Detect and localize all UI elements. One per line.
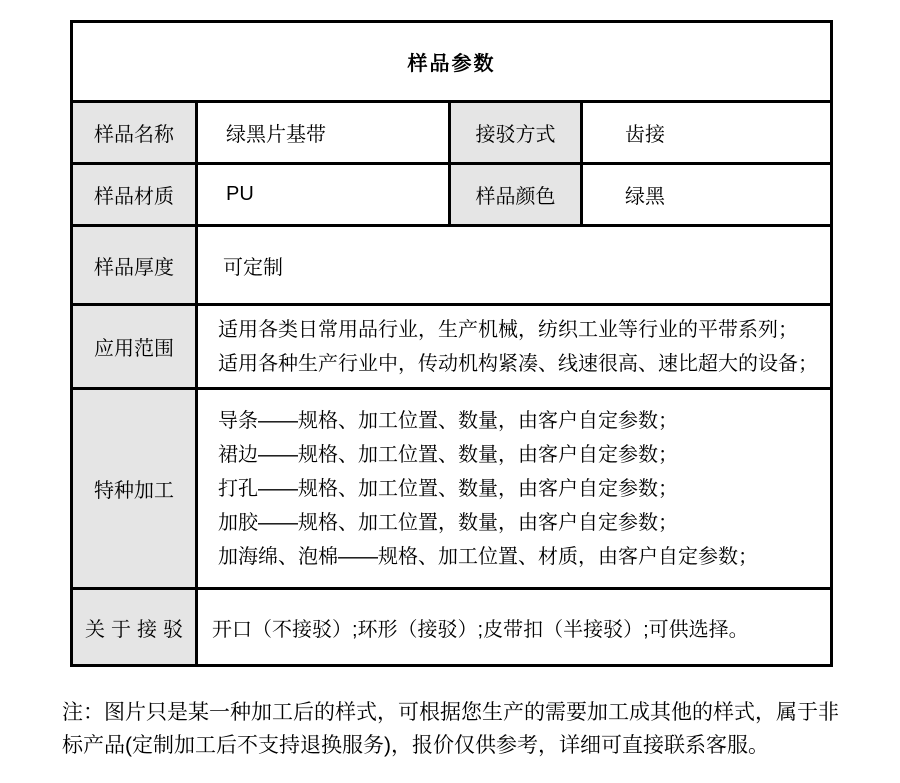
sample-color-label: 样品颜色 [450, 164, 582, 226]
sample-name-label: 样品名称 [72, 102, 197, 164]
sample-thickness-label: 样品厚度 [72, 226, 197, 305]
sample-material-value: PU [197, 164, 450, 226]
table-row [72, 164, 832, 226]
special-processing-label: 特种加工 [72, 389, 197, 589]
table-row [72, 102, 832, 164]
footer-note-line: 注：图片只是某一种加工后的样式，可根据您生产的需要加工成其他的样式，属于非 [62, 701, 839, 724]
special-processing-line: 加海绵、泡棉——规格、加工位置、材质，由客户自定参数； [218, 545, 758, 568]
title-row [72, 22, 832, 102]
special-processing-line: 导条——规格、加工位置、数量，由客户自定参数； [218, 409, 678, 432]
sample-parameters-table [70, 20, 833, 667]
about-joint-label: 关于接驳 [72, 589, 197, 666]
application-range-label: 应用范围 [72, 305, 197, 389]
joint-method-label: 接驳方式 [450, 102, 582, 164]
sample-thickness-value: 可定制 [197, 226, 832, 305]
special-processing-value [197, 389, 832, 589]
table-row [72, 305, 832, 389]
application-line: 适用各类日常用品行业，生产机械，纺织工业等行业的平带系列； [218, 318, 798, 341]
about-joint-value: 开口（不接驳）;环形（接驳）;皮带扣（半接驳）;可供选择。 [197, 589, 832, 666]
special-processing-line: 裙边——规格、加工位置、数量，由客户自定参数； [218, 443, 678, 466]
application-line: 适用各种生产行业中，传动机构紧凑、线速很高、速比超大的设备； [218, 352, 818, 375]
special-processing-line: 打孔——规格、加工位置、数量，由客户自定参数； [218, 477, 678, 500]
sample-material-label: 样品材质 [72, 164, 197, 226]
footer-note [62, 696, 862, 762]
sample-color-value: 绿黑 [582, 164, 832, 226]
application-range-value [197, 305, 832, 389]
footer-note-line: 标产品(定制加工后不支持退换服务)，报价仅供参考，详细可直接联系客服。 [62, 734, 769, 757]
page-title: 样品参数 [72, 22, 832, 102]
table-row [72, 226, 832, 305]
special-processing-line: 加胶——规格、加工位置，数量，由客户自定参数； [218, 511, 678, 534]
table-row [72, 389, 832, 589]
table-row [72, 589, 832, 666]
joint-method-value: 齿接 [582, 102, 832, 164]
sample-name-value: 绿黑片基带 [197, 102, 450, 164]
